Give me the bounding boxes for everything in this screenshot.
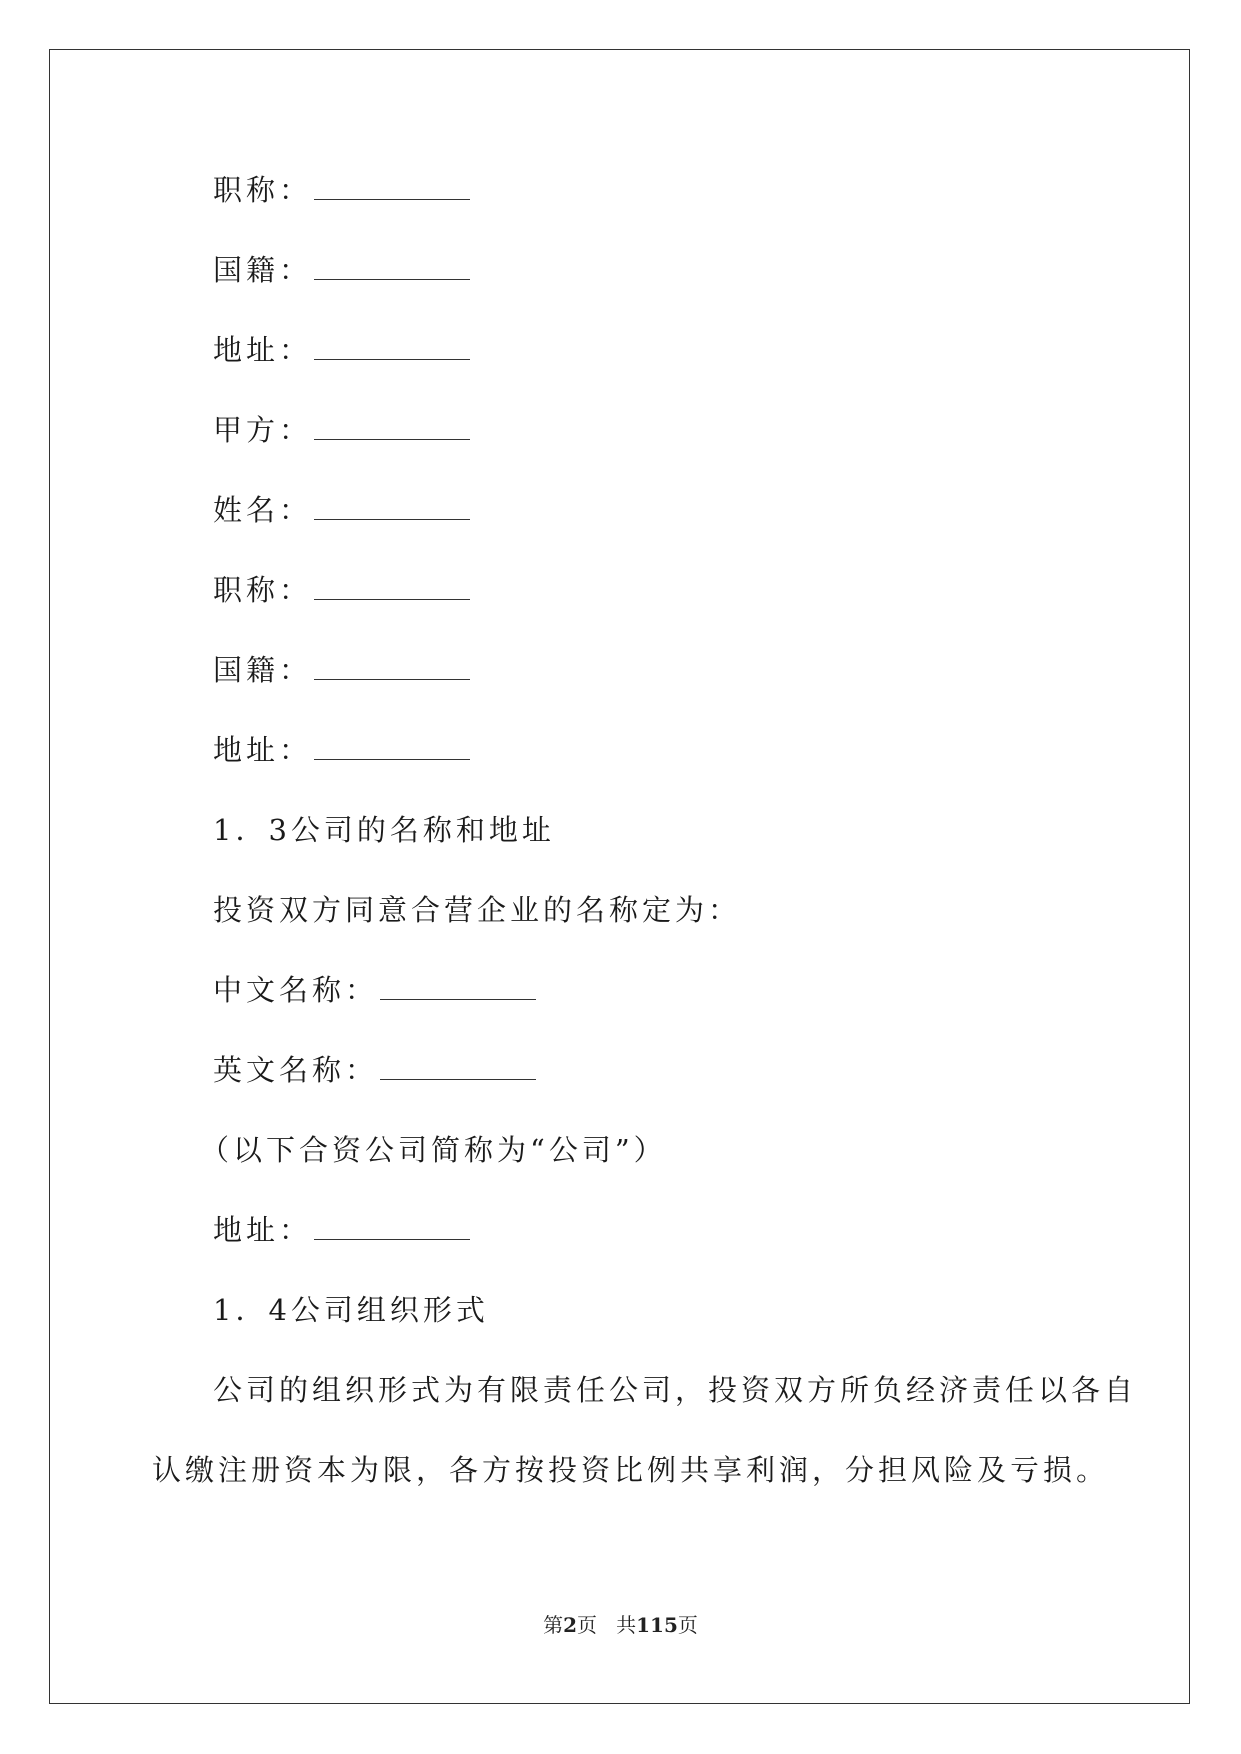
field-name bbox=[213, 492, 470, 528]
field-chinese-name bbox=[213, 972, 536, 1008]
current-page-number: 2 bbox=[563, 1613, 578, 1637]
fill-in-blank[interactable] bbox=[314, 575, 470, 600]
field-label: 姓名： bbox=[213, 493, 313, 527]
field-address-2 bbox=[213, 732, 470, 768]
fill-in-blank[interactable] bbox=[314, 1215, 470, 1240]
field-label: 职称： bbox=[213, 573, 313, 607]
field-title-1 bbox=[213, 172, 470, 208]
field-nationality-1 bbox=[213, 252, 470, 288]
field-label: 职称： bbox=[213, 173, 313, 207]
field-party-a bbox=[213, 412, 470, 448]
fill-in-blank[interactable] bbox=[380, 1055, 536, 1080]
section-1-3-intro: 投资双方同意合营企业的名称定为： bbox=[213, 893, 742, 927]
section-1-4-heading: 1．4公司组织形式 bbox=[213, 1293, 489, 1327]
field-label: 国籍： bbox=[213, 253, 313, 287]
section-1-4-paragraph-line-1: 公司的组织形式为有限责任公司，投资双方所负经济责任以各自 bbox=[213, 1373, 1138, 1407]
field-label: 英文名称： bbox=[213, 1053, 379, 1087]
fill-in-blank[interactable] bbox=[314, 735, 470, 760]
fill-in-blank[interactable] bbox=[314, 495, 470, 520]
field-label: 地址： bbox=[213, 333, 313, 367]
footer-suffix: 页 bbox=[677, 1613, 698, 1637]
field-nationality-2 bbox=[213, 652, 470, 688]
field-english-name bbox=[213, 1052, 536, 1088]
fill-in-blank[interactable] bbox=[314, 255, 470, 280]
fill-in-blank[interactable] bbox=[380, 975, 536, 1000]
section-1-4-paragraph-line-2: 认缴注册资本为限，各方按投资比例共享利润，分担风险及亏损。 bbox=[152, 1453, 1110, 1487]
field-address-1 bbox=[213, 332, 470, 368]
fill-in-blank[interactable] bbox=[314, 335, 470, 360]
total-page-number: 115 bbox=[636, 1613, 678, 1637]
field-label: 甲方： bbox=[213, 413, 313, 447]
field-label: 国籍： bbox=[213, 653, 313, 687]
field-label: 地址： bbox=[213, 733, 313, 767]
fill-in-blank[interactable] bbox=[314, 175, 470, 200]
field-label: 中文名称： bbox=[213, 973, 379, 1007]
field-title-2 bbox=[213, 572, 470, 608]
field-company-address bbox=[213, 1212, 470, 1248]
footer-prefix: 第 bbox=[543, 1613, 564, 1637]
fill-in-blank[interactable] bbox=[314, 655, 470, 680]
fill-in-blank[interactable] bbox=[314, 415, 470, 440]
field-label: 地址： bbox=[213, 1213, 313, 1247]
page-footer bbox=[0, 1612, 1241, 1638]
section-1-3-heading: 1．3公司的名称和地址 bbox=[213, 813, 555, 847]
footer-mid: 页 共 bbox=[577, 1613, 637, 1637]
abbreviation-note: （以下合资公司简称为“公司”） bbox=[200, 1133, 667, 1167]
